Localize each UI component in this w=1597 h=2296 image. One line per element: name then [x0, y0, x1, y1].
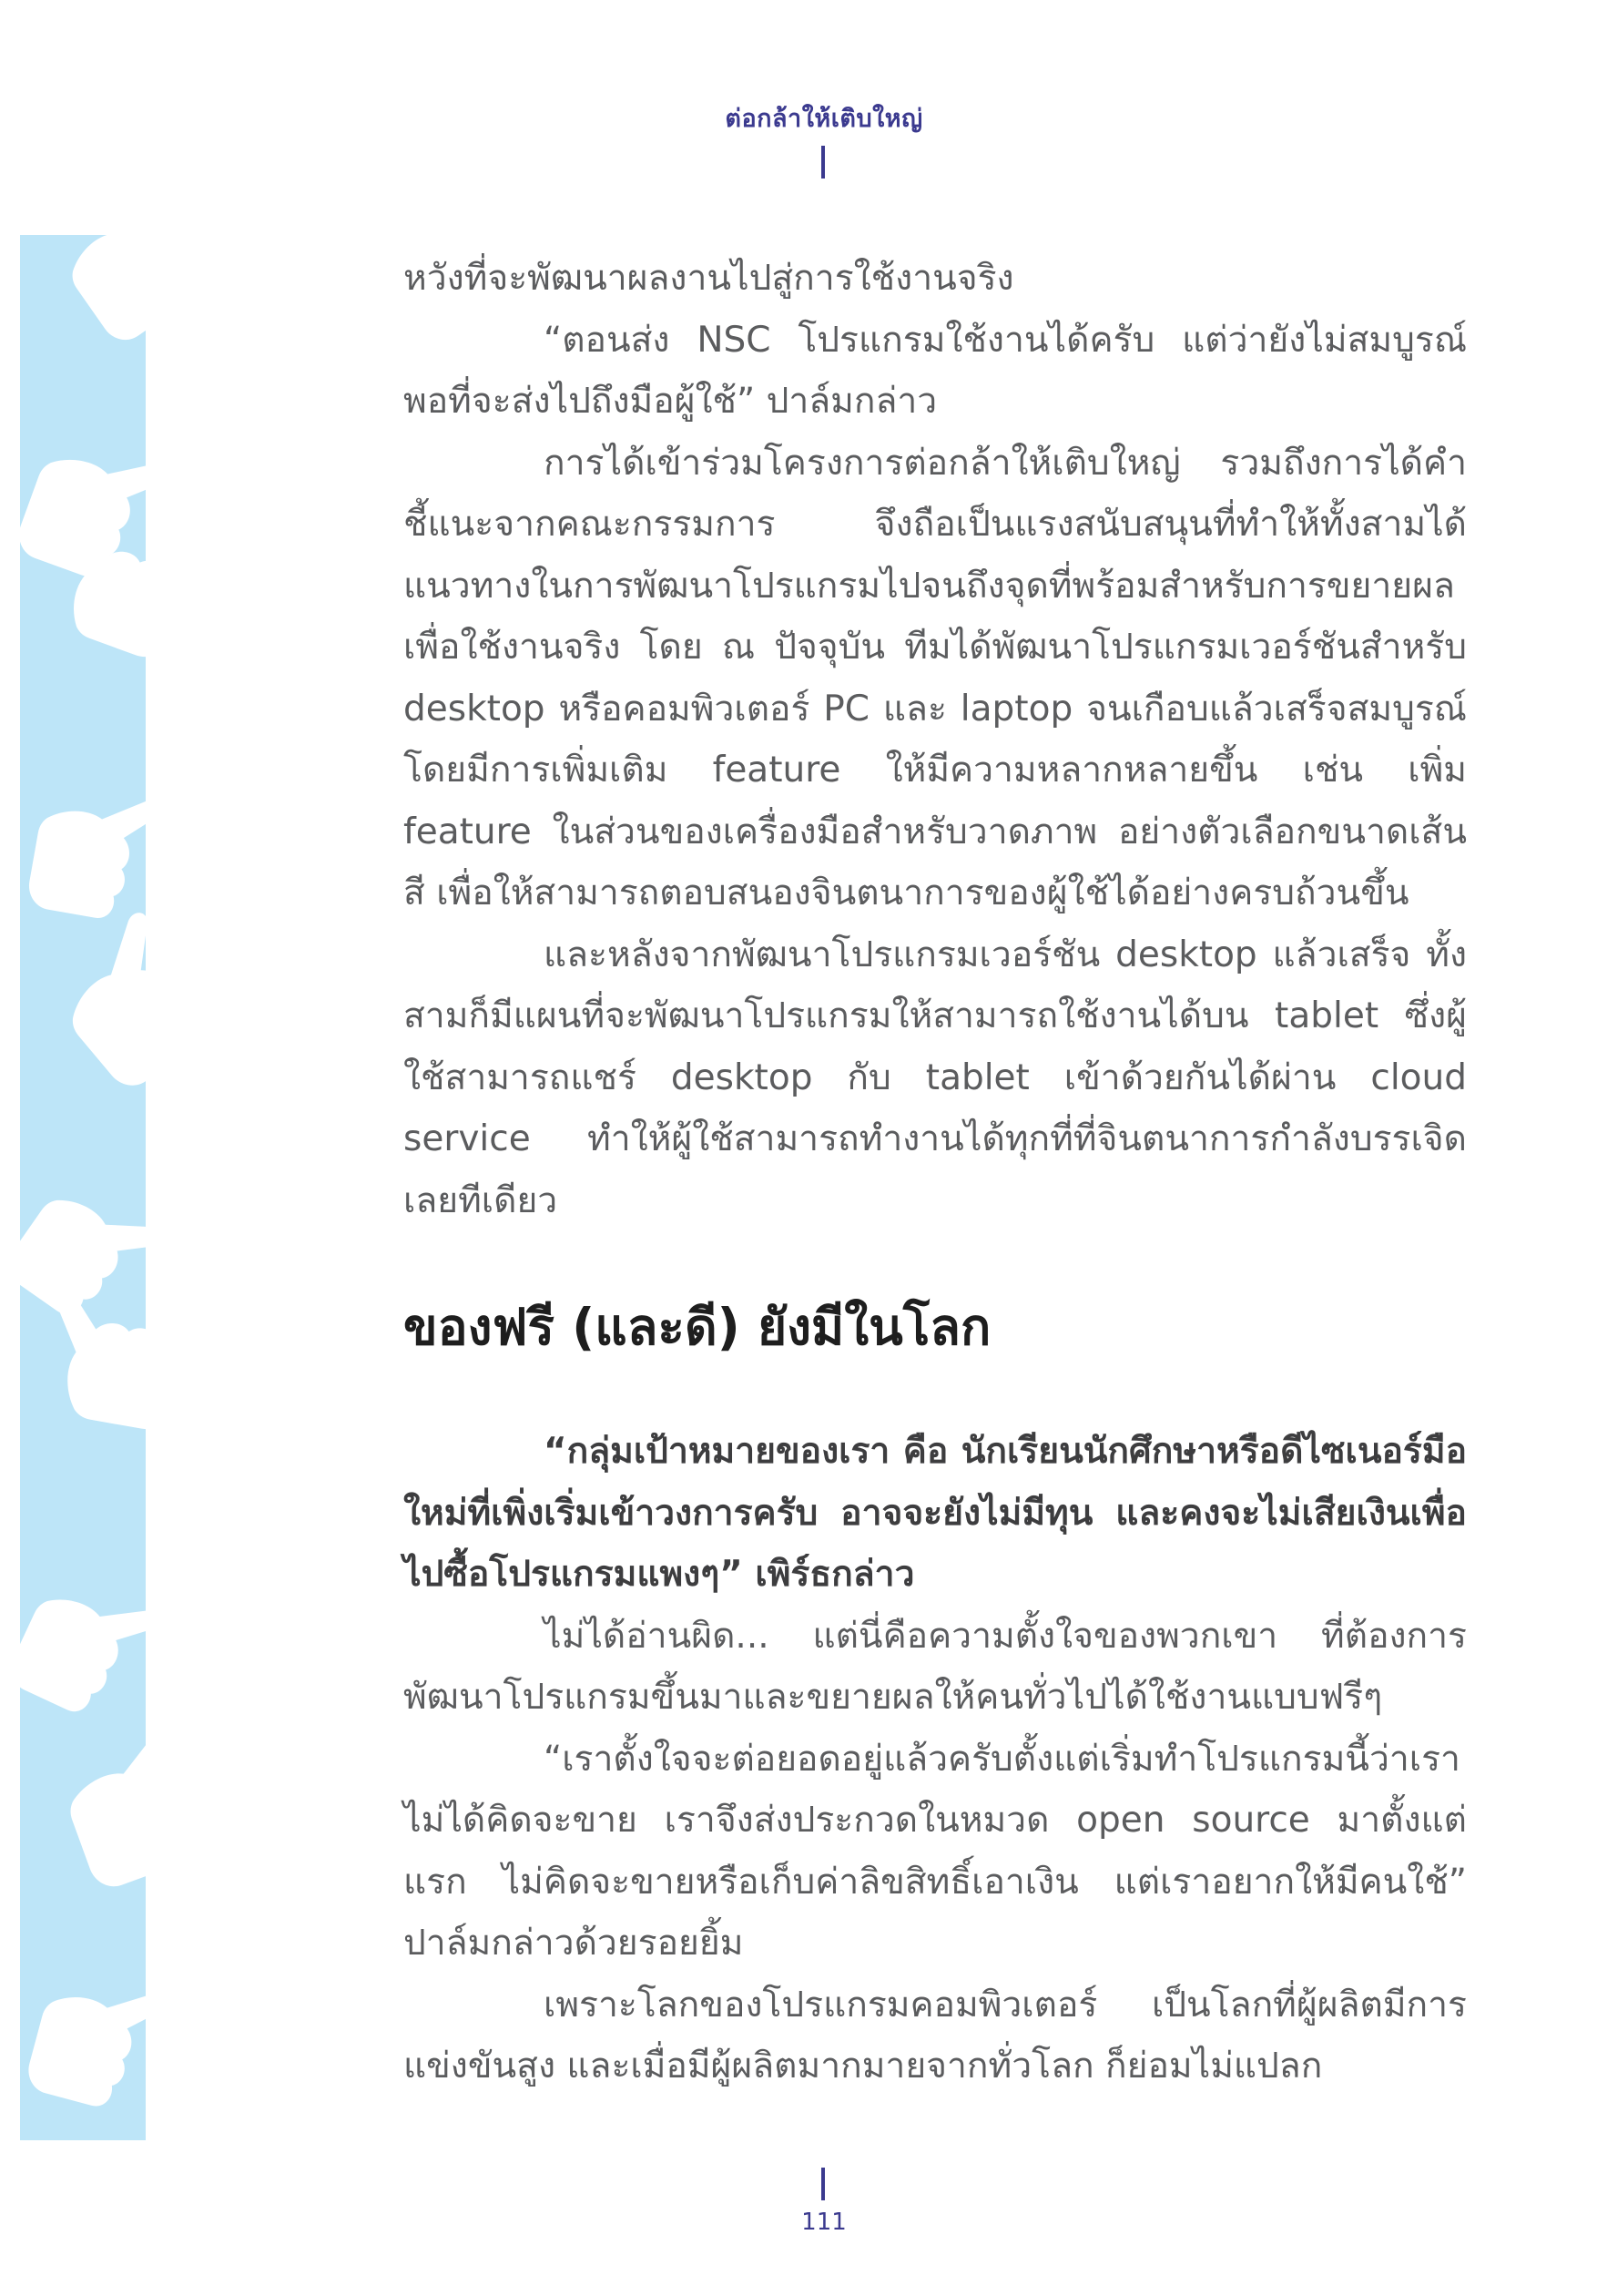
paragraph: และหลังจากพัฒนาโปรแกรมเวอร์ชัน desktop แล้วเสร็จ ทั้งสามก็มีแผนที่จะพัฒนาโปรแกรมให้สามารถใช้งานได้บน tablet ซึ่งผู้ใช้สามารถแชร์ desktop กับ tablet เข้าด้วยกันได้ผ่าน cloud service ทำให้ผู้ใช้สามารถทำงานได้ทุกที่ที่จินตนาการกำลังบรรเจิดเลยทีเดียว: [403, 934, 1467, 1221]
pointing-hand-icon: [46, 235, 146, 349]
running-header-title: ต่อกล้าให้เติบใหญ่: [725, 105, 923, 133]
paragraph: การได้เข้าร่วมโครงการต่อกล้าให้เติบใหญ่ รวมถึงการได้คำชี้แนะจากคณะกรรมการ จึงถือเป็นแรงสนับสนุนที่ทำให้ทั้งสามได้แนวทางในการพัฒนาโปรแกรมไปจนถึงจุดที่พร้อมสำหรับการขยายผลเพื่อใช้งานจริง โดย ณ ปัจจุบัน ทีมได้พัฒนาโปรแกรมเวอร์ชันสำหรับ desktop หรือคอมพิวเตอร์ PC และ laptop จนเกือบแล้วเสร็จสมบูรณ์ โดยมีการเพิ่มเติม feature ให้มีความหลากหลายขึ้น เช่น เพิ่ม feature ในส่วนของเครื่องมือสำหรับวาดภาพ อย่างตัวเลือกขนาดเส้นสี เพื่อให้สามารถตอบสนองจินตนาการของผู้ใช้ได้อย่างครบถ้วนขึ้น: [403, 442, 1467, 913]
page-number: 111: [801, 2209, 847, 2236]
paragraph: ไม่ได้อ่านผิด... แต่นี่คือความตั้งใจของพวกเขา ที่ต้องการพัฒนาโปรแกรมขึ้นมาและขยายผลให้คนทั่วไปได้ใช้งานแบบฟรีๆ: [403, 1615, 1467, 1718]
pointing-hand-icon: [25, 779, 146, 926]
pointing-hand-icon: [42, 909, 146, 1096]
paragraph: “ตอนส่ง NSC โปรแกรมใช้งานได้ครับ แต่ว่ายังไม่สมบูรณ์พอที่จะส่งไปถึงมือผู้ใช้” ปาล์มกล่าว: [403, 319, 1467, 422]
paragraph: เพราะโลกของโปรแกรมคอมพิวเตอร์ เป็นโลกที่ผู้ผลิตมีการแข่งขันสูง และเมื่อมีผู้ผลิตมากมายจากทั่วโลก ก็ย่อมไม่แปลก: [403, 1984, 1467, 2087]
paragraph: “เราตั้งใจจะต่อยอดอยู่แล้วครับตั้งแต่เริ่มทำโปรแกรมนี้ว่าเราไม่ได้คิดจะขาย เราจึงส่งประกวดในหมวด open source มาตั้งแต่แรก ไม่คิดจะขายหรือเก็บค่าลิขสิทธิ์เอาเงิน แต่เราอยากให้มีคนใช้” ปาล์มกล่าวด้วยรอยยิ้ม: [403, 1738, 1467, 1964]
pointing-hand-icon: [23, 1963, 146, 2118]
pointing-hand-icon: [53, 1722, 146, 1893]
pointing-hand-icon: [20, 1564, 146, 1731]
header-divider-bar: [821, 146, 825, 179]
section-heading: ของฟรี (และดี) ยังมีในโลก: [403, 1298, 992, 1356]
bold-quote-paragraph: “กลุ่มเป้าหมายของเรา คือ นักเรียนนักศึกษาหรือดีไซเนอร์มือใหม่ที่เพิ่งเริ่มเข้าวงการครับ อาจจะยังไม่มีทุน และคงจะไม่เสียเงินเพื่อไปซื้อโปรแกรมแพงๆ” เพิร์ธกล่าว: [403, 1431, 1467, 1595]
pointing-hand-icons: [20, 235, 146, 2140]
paragraph: หวังที่จะพัฒนาผลงานไปสู่การใช้งานจริง: [403, 258, 1014, 299]
decorative-side-strip: [20, 235, 146, 2140]
footer-divider-bar: [821, 2168, 825, 2200]
article-body: [403, 248, 1467, 2097]
